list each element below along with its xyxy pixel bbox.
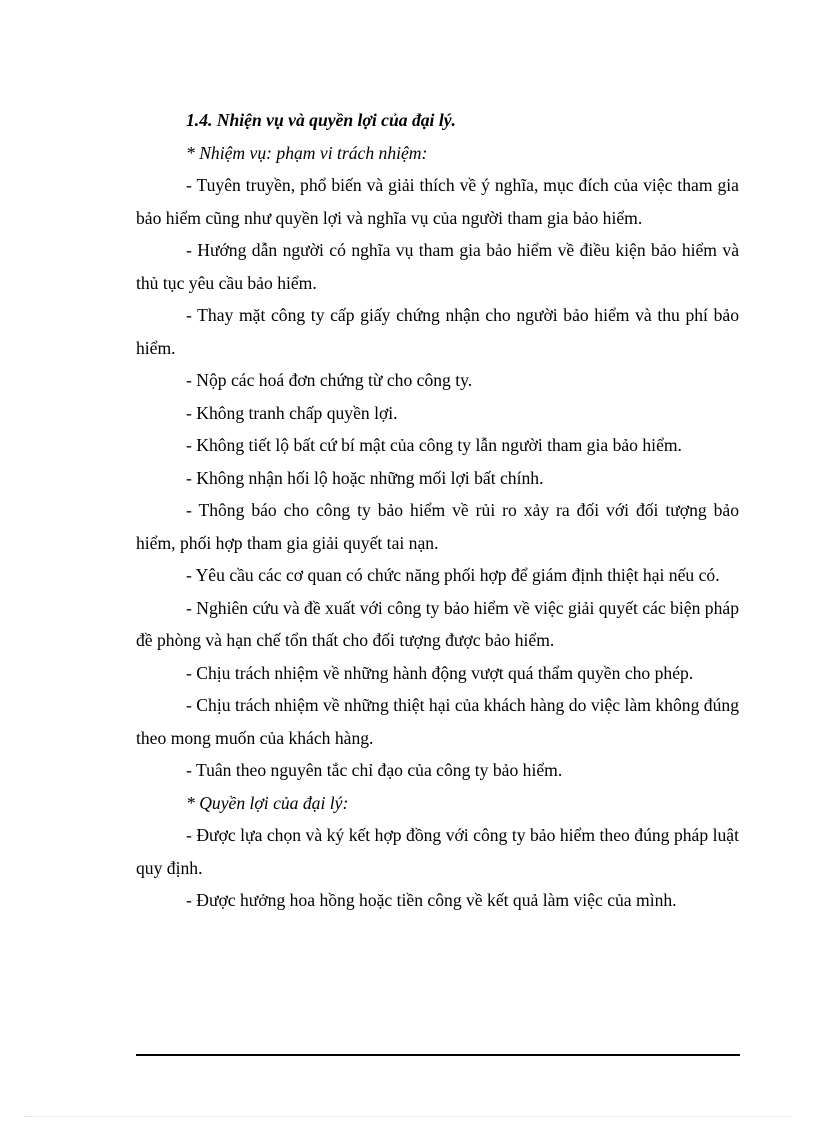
duty-paragraph: - Hướng dẫn người có nghĩa vụ tham gia bảo hiểm về điều kiện bảo hiểm và thủ tục yêu cầu bảo hiểm. bbox=[136, 240, 739, 293]
section-heading: 1.4. Nhiện vụ và quyền lợi của đại lý. bbox=[186, 110, 456, 130]
rights-paragraph: - Được hưởng hoa hồng hoặc tiền công về kết quả làm việc của mình. bbox=[186, 890, 677, 910]
duty-paragraph: - Tuyên truyền, phổ biến và giải thích về ý nghĩa, mục đích của việc tham gia bảo hiểm cũng như quyền lợi và nghĩa vụ của người tham gia bảo hiểm. bbox=[136, 175, 739, 228]
footer-divider bbox=[136, 1054, 740, 1056]
duty-paragraph: - Không tranh chấp quyền lợi. bbox=[186, 402, 398, 423]
duty-paragraph: - Chịu trách nhiệm về những hành động vượt quá thẩm quyền cho phép. bbox=[186, 662, 694, 683]
duty-paragraph: - Yêu cầu các cơ quan có chức năng phối hợp để giám định thiệt hại nếu có. bbox=[186, 565, 720, 585]
page-bottom-border bbox=[24, 1116, 792, 1117]
duty-paragraph: - Thay mặt công ty cấp giấy chứng nhận cho người bảo hiểm và thu phí bảo hiểm. bbox=[136, 305, 739, 358]
duty-paragraph: - Nộp các hoá đơn chứng từ cho công ty. bbox=[186, 370, 473, 390]
duty-paragraph: - Nghiên cứu và đề xuất với công ty bảo hiểm về việc giải quyết các biện pháp đề phòng và hạn chế tổn thất cho đối tượng được bảo hiểm. bbox=[136, 597, 739, 650]
duty-paragraph: - Thông báo cho công ty bảo hiểm về rủi ro xảy ra đối với đối tượng bảo hiểm, phối hợp tham gia giải quyết tai nạn. bbox=[136, 500, 739, 553]
duty-paragraph: - Không nhận hối lộ hoặc những mối lợi bất chính. bbox=[186, 467, 544, 488]
document-body bbox=[136, 104, 739, 917]
rights-paragraph: - Được lựa chọn và ký kết hợp đồng với công ty bảo hiểm theo đúng pháp luật quy định. bbox=[136, 825, 739, 878]
duty-paragraph: - Tuân theo nguyên tắc chỉ đạo của công ty bảo hiểm. bbox=[186, 760, 563, 780]
duty-paragraph: - Chịu trách nhiệm về những thiệt hại của khách hàng do việc làm không đúng theo mong muốn của khách hàng. bbox=[136, 695, 739, 748]
rights-heading: * Quyền lợi của đại lý: bbox=[186, 792, 349, 813]
duties-heading: * Nhiệm vụ: phạm vi trách nhiệm: bbox=[186, 142, 428, 163]
duty-paragraph: - Không tiết lộ bất cứ bí mật của công ty lẫn người tham gia bảo hiểm. bbox=[186, 435, 682, 455]
